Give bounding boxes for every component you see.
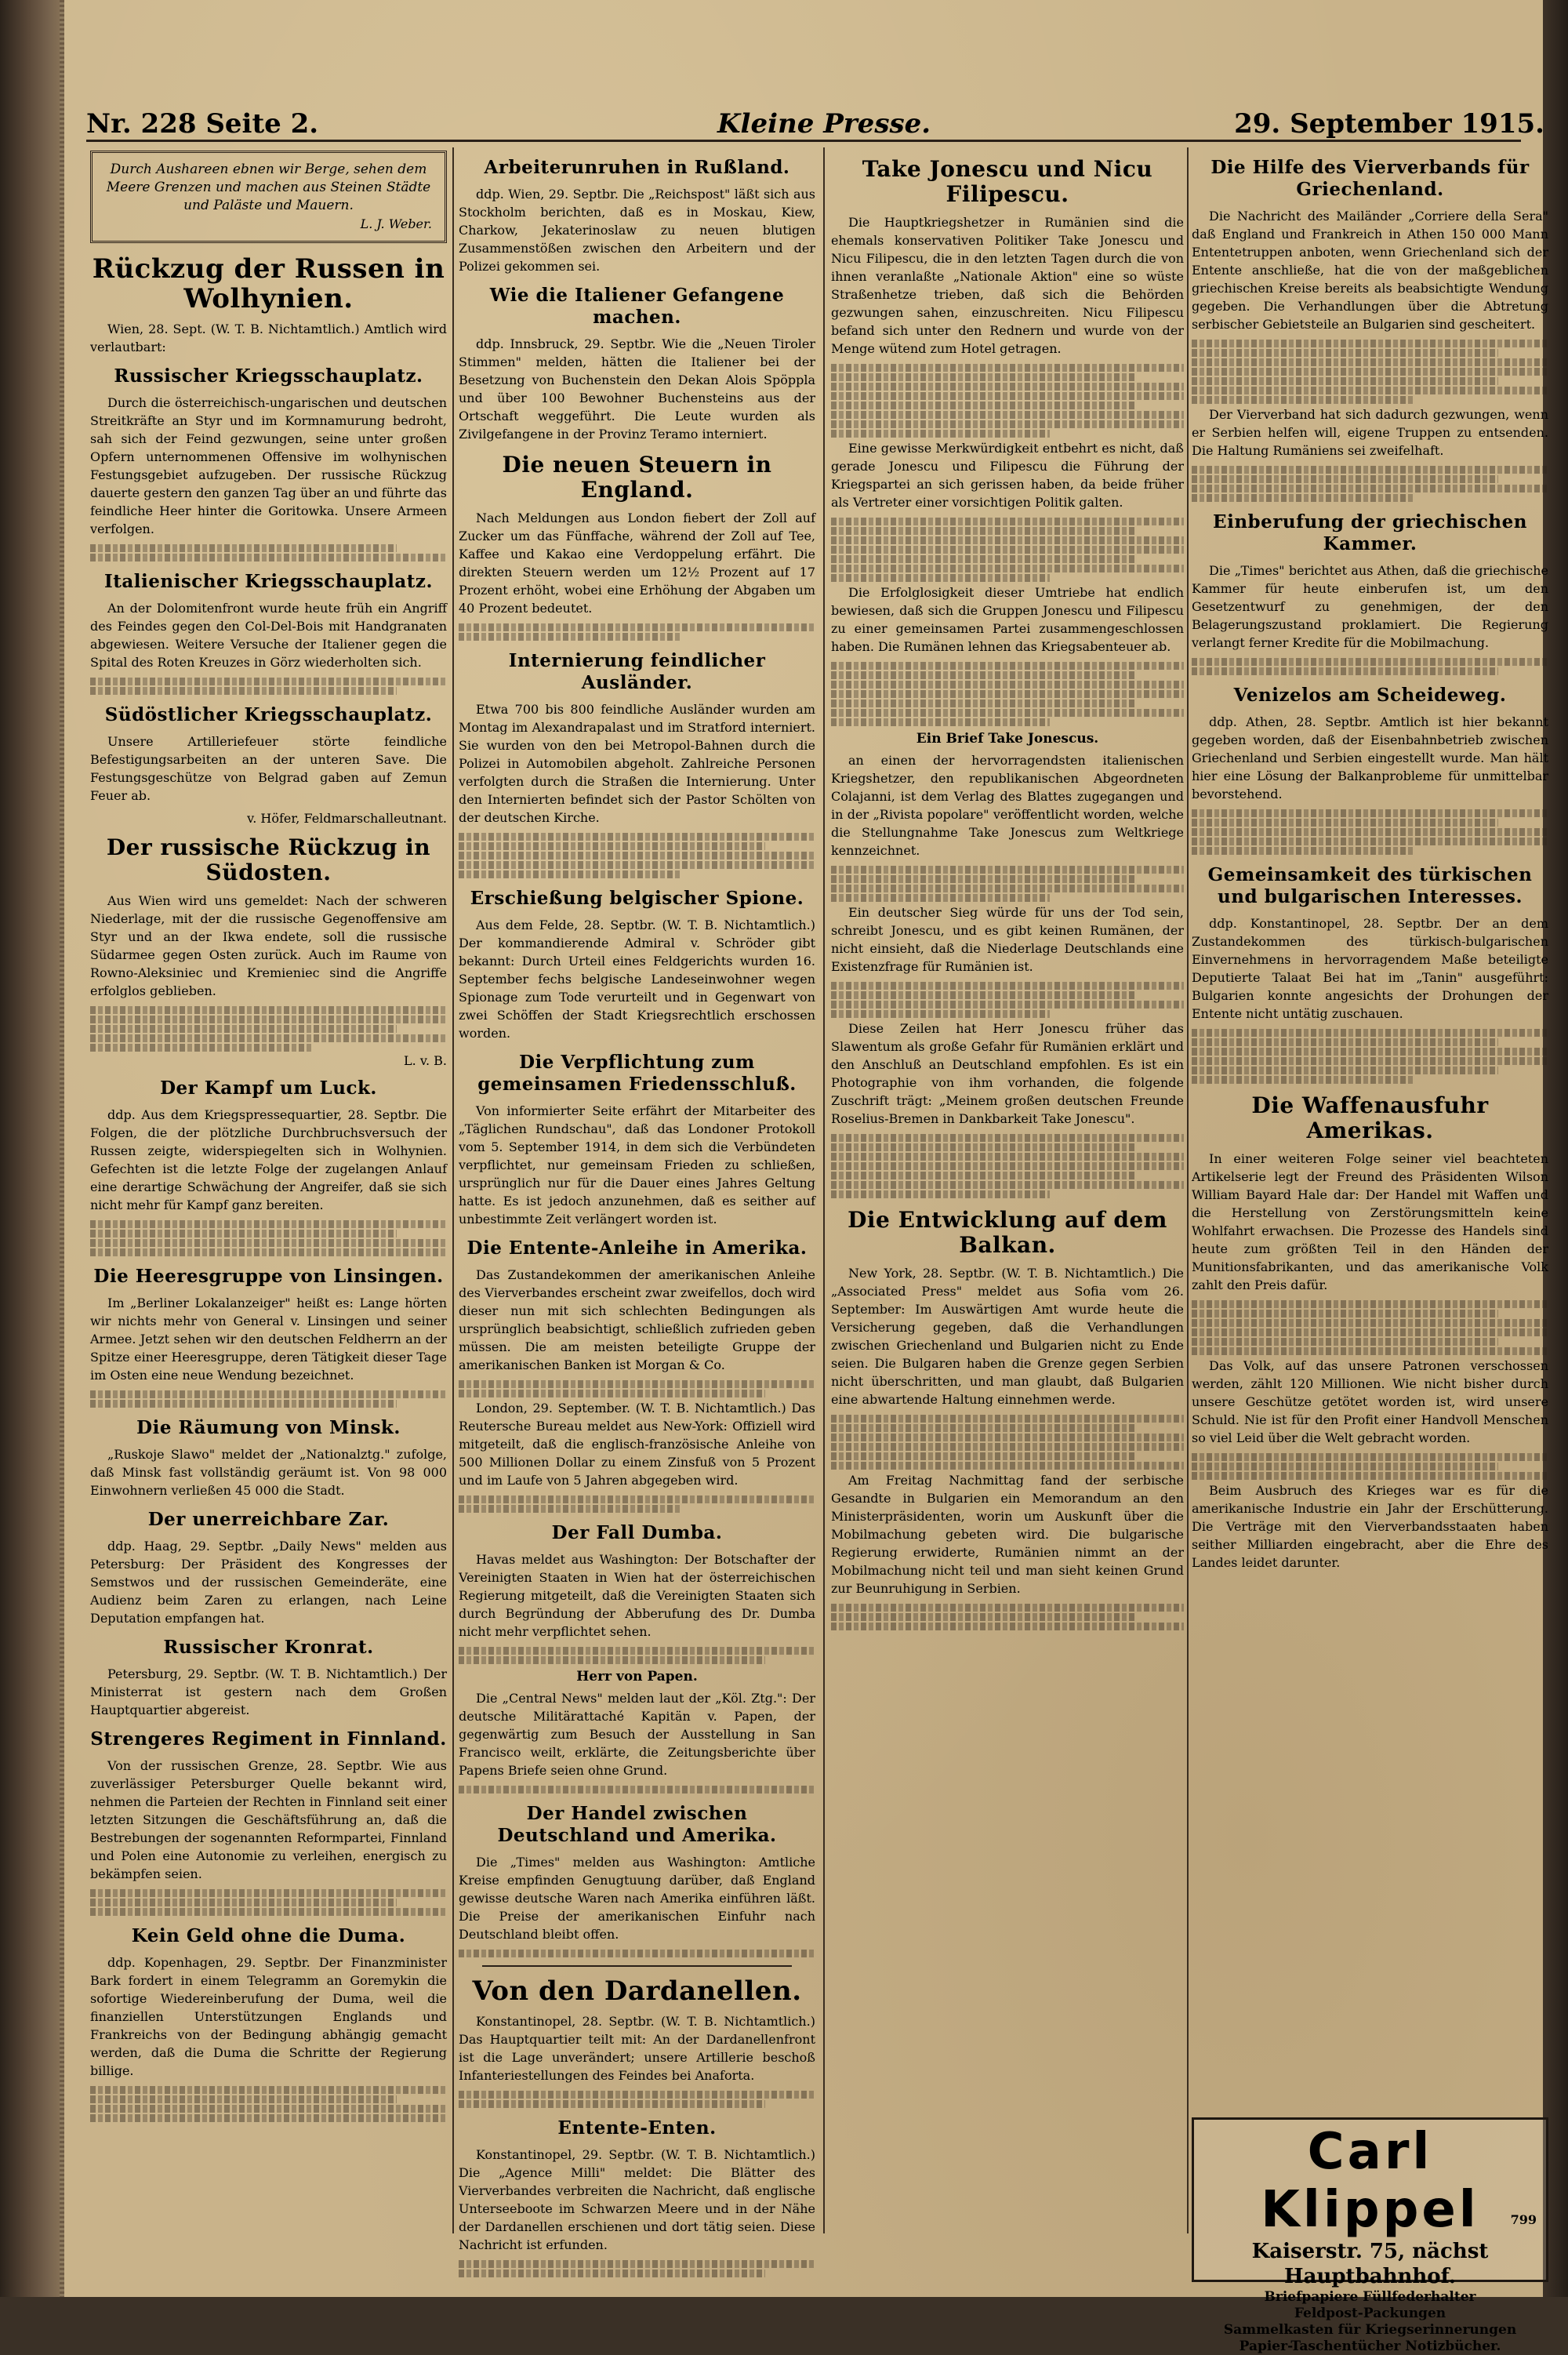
column-rule	[823, 147, 825, 2233]
subheading-papen: Herr von Papen.	[576, 1669, 698, 1684]
advertisement-carl-klippel	[1192, 2117, 1548, 2354]
text-line	[831, 364, 1184, 372]
article-text: ddp. Haag, 29. Septbr. „Daily News" melden aus Petersburg: Der Präsident des Kongresses der Semstwos und der russischen Gemeinderäte, eine Audienz beim Zaren zu erlangen, nach Leine Deputation empfangen hat.	[90, 1539, 447, 1626]
text-line	[90, 1025, 397, 1033]
text-line	[459, 870, 680, 878]
text-line	[459, 1505, 680, 1513]
text-line	[1192, 1038, 1498, 1046]
text-line	[831, 1162, 1184, 1170]
text-line	[831, 671, 1134, 679]
text-line	[459, 2270, 765, 2277]
article-text: ddp. Aus dem Kriegspressequartier, 28. Septbr. Die Folgen, die der plötzliche Durchbruchsversuch der Russen zeigte, widerspiegelten sich in Wolhynien. Gefechten ist die letzte Folge der zugelangen Anlauf eine derartige Schwächung der Angreifer, daß sie sich nicht mehr für Kampf ganz bereiten.	[90, 1107, 447, 1212]
text-line	[90, 1006, 447, 1014]
text-line	[831, 1172, 1134, 1179]
article-text: In einer weiteren Folge seiner viel beachteten Artikelserie legt der Freund des Präsidenten Wilson William Bayard Hale dar: Der Handel mit Waffen und die Herstellung von Zerstörungsmitteln keine Wohlfahrt erwachsen. Die Prozesse des Handels sind heute zum größten Teil in den Händen der Munitionsfabrikanten, und das amerikanische Volk zahlt den Preis dafür.	[1192, 1151, 1548, 1292]
article-text: Wien, 28. Sept. (W. T. B. Nichtamtlich.) Amtlich wird verlautbart:	[90, 322, 447, 354]
text-line	[831, 565, 1184, 572]
headline-southeast-front: Südöstlicher Kriegsschauplatz.	[104, 704, 433, 725]
article-text: Von der russischen Grenze, 28. Septbr. Wie aus zuverlässiger Petersburger Quelle bekannt wird, nehmen die Parteien der Rechten in Finnland seit einer letzten Sitzungen die Geschäftsführung an, daß die Bestrebungen der sogenannten Reformpartei, Finnland und Polen eine Autonomie zu verleihen, energisch zu bekämpfen seien.	[90, 1758, 447, 1881]
text-line	[831, 700, 1134, 707]
text-line	[831, 1153, 1184, 1161]
article-text: Beim Ausbruch des Krieges war es für die amerikanische Industrie ein Jahr der Erschütterung. Die Verträge mit den Vierverbandsstaaten haben seither Milliarden eingebracht, aber die Ehre des Landes leidet darunter.	[1192, 1483, 1548, 1570]
text-line	[831, 1452, 1134, 1460]
text-line	[90, 2114, 447, 2122]
column-1	[90, 147, 447, 2124]
headline-entente-enten: Entente-Enten.	[557, 2117, 717, 2139]
article-text: ddp. Innsbruck, 29. Septbr. Wie die „Neuen Tiroler Stimmen" melden, hätten die Italiener bei der Besetzung von Buchenstein den Dekan Alois Spöppla und über 100 Bewohner Buchensteins aus der Ortschaft weggeführt. Die Leute wurden als Zivilgefangene in der Provinz Teramo interniert.	[459, 336, 815, 442]
headline-internierung: Internierung feindlicher Ausländer.	[508, 650, 766, 693]
text-line	[90, 1889, 447, 1897]
article-text: Die „Times" melden aus Washington: Amtliche Kreise empfinden Genugtuung darüber, daß England gewisse deutsche Waren nach Amerika einführen läßt. Die Preise der amerikanischen Einfuhr nach Deutschland bleibt offen.	[459, 1855, 815, 1942]
subheading-brief: Ein Brief Take Jonescus.	[916, 731, 1099, 747]
headline-gefangene: Wie die Italiener Gefangene machen.	[489, 285, 785, 328]
text-line	[90, 1016, 447, 1023]
text-line	[1192, 340, 1548, 347]
article-text: „Ruskoje Slawo" meldet der „Nationalztg." zufolge, daß Minsk fast vollständig geräumt ist. Von 98 000 Einwohnern verließen 45 000 die Stadt.	[90, 1447, 447, 1498]
text-line	[90, 2095, 397, 2103]
text-line	[831, 885, 1184, 892]
headline-linsingen: Die Heeresgruppe von Linsingen.	[93, 1266, 444, 1287]
text-line	[1192, 1319, 1548, 1327]
text-line	[90, 1034, 447, 1042]
headline-minsk: Die Räumung von Minsk.	[136, 1417, 401, 1438]
text-line	[1192, 658, 1548, 666]
text-line	[831, 866, 1184, 874]
text-line	[459, 623, 815, 631]
article-text: Etwa 700 bis 800 feindliche Ausländer wurden am Montag im Alexandrapalast und im Stratford interniert. Sie wurden von den bei Metropol-Bahnen durch die Polizei in Automobilen abgeholt. Zahlreiche Personen verfolgten durch die Straßen die Internierung. Unter den Internierten befindet sich der Pastor Schölten von der deutschen Kirche.	[459, 702, 815, 825]
text-line	[90, 554, 447, 561]
text-line	[1192, 1048, 1548, 1056]
text-line	[1192, 809, 1548, 817]
text-line	[1192, 396, 1413, 404]
headline-arbeiterunruhen: Arbeiterunruhen in Rußland.	[484, 157, 790, 178]
headline-zar: Der unerreichbare Zar.	[147, 1509, 390, 1530]
text-line	[1192, 475, 1498, 483]
text-line	[1192, 1310, 1498, 1317]
headline-griechenland: Die Hilfe des Vierverbands für Griechenland.	[1210, 157, 1530, 200]
text-line	[831, 1462, 1184, 1470]
article-text: Das Zustandekommen der amerikanischen Anleihe des Vierverbandes erscheint zwar zweifellos, doch wird dieser nun mit sich schlechten Bedingungen als ursprünglich beabsichtigt, schließlich zufrieden geben müssen. Die am meisten beteiligte Gruppe der amerikanischen Banken ist Morgan & Co.	[459, 1267, 815, 1372]
text-line	[90, 1908, 447, 1916]
motto-box	[90, 151, 447, 243]
text-line	[459, 842, 765, 850]
article-text: An der Dolomitenfront wurde heute früh ein Angriff des Feindes gegen den Col-Del-Bois mit Handgranaten abgewiesen. Weitere Versuche der Italiener gegen die Spital des Roten Kreuzes in Görz wiederholten sich.	[90, 601, 447, 670]
text-line	[459, 1495, 815, 1503]
headline-kronrat: Russischer Kronrat.	[163, 1637, 374, 1658]
text-line	[459, 861, 815, 869]
headline-waffenausfuhr: Die Waffenausfuhr Amerikas.	[1251, 1092, 1489, 1143]
column-rule	[452, 147, 454, 2233]
article-text: Von informierter Seite erfährt der Mitarbeiter des „Täglichen Rundschau", daß das Londoner Protokoll vom 5. September 1914, in dem sich die Verbündeten verpflichtet, nur gemeinsam Frieden zu schließen, ursprünglich nur für die Dauer eines Jahres Geltung hatte. Es ist jedoch anzunehmen, daß es seither auf unbestimmte Zeit verlängert worden ist.	[459, 1103, 815, 1227]
article-signature: L. v. B.	[404, 1053, 447, 1068]
text-line	[1192, 1300, 1548, 1308]
text-line	[90, 1248, 447, 1256]
ad-address: Kaiserstr. 75, nächst Hauptbahnhof.	[1251, 2240, 1489, 2288]
text-line	[831, 430, 1050, 438]
text-line	[831, 1434, 1184, 1441]
text-line	[831, 1443, 1184, 1451]
text-line	[1192, 494, 1413, 502]
text-line	[459, 1380, 815, 1388]
text-line	[459, 633, 680, 641]
text-line	[1192, 819, 1498, 827]
text-line	[90, 1390, 447, 1398]
article-text: Im „Berliner Lokalanzeiger" heißt es: Lange hörten wir nichts mehr von General v. Linsingen und seiner Armee. Jetzt sehen wir den deutschen Feldherrn an der Spitze einer Heeresgruppe, deren Tätigkeit dieser Tage im Osten eine neue Wendung bezeichnet.	[90, 1296, 447, 1383]
text-line	[90, 1220, 447, 1228]
text-line	[831, 1415, 1184, 1423]
headline-wolhynien: Rückzug der Russen in Wolhynien.	[92, 253, 445, 314]
column-3	[831, 147, 1184, 1632]
book-spine	[0, 0, 64, 2297]
text-line	[459, 2100, 765, 2108]
text-line	[1192, 1029, 1548, 1037]
text-line	[831, 1143, 1134, 1151]
headline-russian-front: Russischer Kriegsschauplatz.	[114, 365, 423, 387]
headline-dumba: Der Fall Dumba.	[551, 1522, 723, 1543]
text-line	[459, 2260, 815, 2268]
text-line	[831, 518, 1184, 525]
text-line	[1192, 847, 1413, 855]
text-line	[459, 833, 815, 841]
text-line	[1192, 377, 1498, 385]
article-text: Die Hauptkriegshetzer in Rumänien sind die ehemals konservativen Politiker Take Jonescu und Nicu Filipescu, die in den letzten Tagen durch die von ihnen veranlaßte „Nationale Aktion" eine so wüste Straßenhetze trieben, daß sich die Behörden gezwungen sahen, einzuschreiten. Nicu Filipescu befand sich unter den Rednern und wurde von der Menge wütend zum Hotel getragen.	[831, 215, 1184, 356]
article-text: Am Freitag Nachmittag fand der serbische Gesandte in Bulgarien ein Memorandum an den Ministerpräsidenten, worin um Auskunft über die Mobilmachung gebeten wird. Die bulgarische Regierung erwiderte, Rumänien nimmt an der Mobilmachung nicht teil und man sieht keinen Grund zur Beunruhigung in Serbien.	[831, 1473, 1184, 1596]
article-text: Die Erfolglosigkeit dieser Umtriebe hat endlich bewiesen, daß sich die Gruppen Jonescu und Filipescu zu einer gemeinsamen Partei zusammengeschlossen haben. Die Rumänen lehnen das Kriegsabenteuer ab.	[831, 585, 1184, 654]
text-line	[831, 527, 1134, 535]
masthead-rule	[86, 140, 1521, 142]
text-line	[1192, 828, 1548, 836]
article-text: Die Nachricht des Mailänder „Corriere della Sera" daß England und Frankreich in Athen 150 000 Mann Ententetruppen anboten, wenn Griechenland sich der Entente anschließe, hat die von der maßgeblichen griechischen Kreise bereits als beabsichtigte Wendung gegeben. Die Verhandlungen über die Abtretung serbischer Gebietsteile an Bulgarien sind gescheitert.	[1192, 209, 1548, 332]
text-line	[1192, 485, 1548, 492]
text-line	[90, 1400, 397, 1408]
article-text: Petersburg, 29. Septbr. (W. T. B. Nichtamtlich.) Der Ministerrat ist gestern nach dem Großen Hauptquartier abgereist.	[90, 1666, 447, 1717]
headline-luck: Der Kampf um Luck.	[160, 1078, 377, 1099]
text-line	[459, 852, 815, 860]
issue-number: Nr. 228 Seite 2.	[86, 108, 319, 140]
text-line	[831, 894, 1050, 902]
text-line	[831, 383, 1184, 391]
text-line	[90, 2086, 447, 2094]
text-line	[90, 1239, 447, 1247]
article-text: Konstantinopel, 28. Septbr. (W. T. B. Nichtamtlich.) Das Hauptquartier teilt mit: An der Dardanellenfront ist die Lage unverändert; unsere Artillerie beschoß Infanteriestellungen des Feindes bei Anaforta.	[459, 2014, 815, 2083]
headline-tuerkei-bulgarien: Gemeinsamkeit des türkischen und bulgarischen Interesses.	[1207, 864, 1533, 907]
article-text: Diese Zeilen hat Herr Jonescu früher das Slawentum als große Gefahr für Rumänien erklärt und den Anschluß an Deutschland empfohlen. Es ist ein Photographie von ihm vorhanden, die folgende Zuschrift trägt: „Meinem großen deutschen Freunde Roselius-Bremen in Dankbarkeit Take Jonescu".	[831, 1021, 1184, 1126]
article-text: Havas meldet aus Washington: Der Botschafter der Vereinigten Staaten in Wien hat der österreichischen Regierung mitgeteilt, daß die Vereinigten Staaten sich durch Begründung der Abberufung des Dr. Dumba nicht mehr verpflichtet sehen.	[459, 1552, 815, 1639]
text-line	[1192, 1067, 1498, 1074]
text-line	[831, 991, 1134, 999]
masthead	[86, 108, 1544, 140]
text-line	[459, 2091, 815, 2099]
article-text: New York, 28. Septbr. (W. T. B. Nichtamtlich.) Die „Associated Press" meldet aus Sofia vom 26. September: Im Auswärtigen Amt wurde heute die Versicherung gegeben, daß die Verhandlungen zwischen Griechenland und Bulgarien nicht zu Ende seien. Die Bulgaren haben die Grenze gegen Serbien nicht überschritten, und man glaubt, daß Bulgarien eine abwartende Haltung einnehmen werde.	[831, 1266, 1184, 1407]
headline-italian-front: Italienischer Kriegsschauplatz.	[103, 571, 433, 592]
ad-company-name: Carl Klippel	[1261, 2123, 1479, 2239]
headline-venizelos: Venizelos am Scheideweg.	[1233, 685, 1507, 706]
text-line	[1192, 1347, 1548, 1355]
article-text: Das Volk, auf das unsere Patronen verschossen werden, zählt 120 Millionen. Wie nicht bisher durch unsere Geschütze getötet worden ist, wird unsere Schuld. Nie ist für den Profit einer Handvoll Menschen so viel Leid über die Welt gebracht worden.	[1192, 1358, 1548, 1445]
column-4	[1192, 147, 1548, 1578]
headline-handel: Der Handel zwischen Deutschland und Amerika.	[497, 1803, 777, 1846]
text-line	[1192, 368, 1548, 376]
text-line	[831, 546, 1184, 554]
text-line	[1192, 667, 1498, 675]
text-line	[1192, 466, 1548, 474]
text-line	[831, 420, 1184, 428]
headline-spione: Erschießung belgischer Spione.	[470, 888, 804, 909]
text-line	[831, 402, 1134, 409]
text-line	[831, 1001, 1184, 1009]
headline-kammer: Einberufung der griechischen Kammer.	[1213, 511, 1527, 554]
text-line	[90, 1230, 397, 1237]
article-text: Unsere Artilleriefeuer störte feindliche Befestigungsarbeiten an der unteren Save. Die Festungsgeschütze von Belgrad gaben auf Zemun Feuer ab.	[90, 734, 447, 803]
article-text: Aus dem Felde, 28. Septbr. (W. T. B. Nichtamtlich.) Der kommandierende Admiral v. Schröder gibt bekannt: Durch Urteil eines Feldgerichts wurden 16. September fechs belgische Landeseinwohner wegen Spionage zum Tode verurteilt und in Gegenwart von zwei Schöffen der Stadt Kriegsrechtlich erschossen worden.	[459, 918, 815, 1041]
article-text: Nach Meldungen aus London fiebert der Zoll auf Zucker um das Fünffache, während der Zoll auf Tee, Kaffee und Kakao eine Verdoppelung erfährt. Die direkten Steuern werden um 12½ Prozent auf 17 Prozent erhöht, wobei eine Erhöhung der Abgaben um 40 Prozent bedeutet.	[459, 511, 815, 616]
text-line	[459, 1656, 765, 1664]
text-line	[831, 1190, 1050, 1198]
article-text: an einen der hervorragendsten italienischen Kriegshetzer, den republikanischen Abgeordneten Colajanni, ist dem Verlag des Blattes zugegangen und in der „Rivista popolare" veröffentlicht worden, welche die Stellungnahme Take Jonescus zum Weltkriege kennzeichnet.	[831, 753, 1184, 858]
text-line	[459, 1950, 815, 1957]
article-text: Konstantinopel, 29. Septbr. (W. T. B. Nichtamtlich.) Die „Agence Milli" meldet: Die Blätter des Vierverbandes verbreiten die Nachricht, daß englische Unterseeboote im Schwarzen Meere und in der Nähe der Dardanellen erschienen und dort tätig seien. Diese Nachricht ist erfunden.	[459, 2147, 815, 2252]
text-line	[831, 662, 1184, 670]
text-line	[831, 1613, 1134, 1621]
article-text: ddp. Kopenhagen, 29. Septbr. Der Finanzminister Bark fordert in einem Telegramm an Goremykin die sofortige Wiedereinberufung der Duma, weil die finanziellen Unterstützungen Englands und Frankreichs von der Bedingung abhängig gemacht werden, daß die Duma die Schritte der Regierung billige.	[90, 1955, 447, 2078]
text-line	[831, 1181, 1184, 1189]
text-line	[831, 411, 1184, 419]
article-text: ddp. Wien, 29. Septbr. Die „Reichspost" läßt sich aus Stockholm berichten, daß es in Moskau, Kiew, Charkow, Jekaterinoslaw zu neuen blutigen Zusammenstößen zwischen den Arbeitern und der Polizei gekommen sei.	[459, 187, 815, 274]
article-text: Aus Wien wird uns gemeldet: Nach der schweren Niederlage, mit der die russische Gegenoffensive am Styr und an der Ikwa endete, soll die russische Südarmee gegen Osten zurück. Auch im Raume von Rowno-Aleksiniec und Kremieniec sind die Angriffe erfolglos geblieben.	[90, 893, 447, 998]
text-line	[831, 718, 1050, 726]
text-line	[1192, 1076, 1413, 1084]
text-line	[831, 1604, 1184, 1612]
text-line	[90, 544, 397, 552]
text-line	[831, 392, 1184, 400]
article-text: ddp. Konstantinopel, 28. Septbr. Der an dem Zustandekommen des türkisch-bulgarischen Einvernehmens in hervorragendem Maße beteiligte Deputierte Talaat Bei hat im „Tanin" ausgeführt: Bulgarien konnte angesichts der Drohungen der Entente nicht untätig zuschauen.	[1192, 916, 1548, 1021]
text-line	[831, 1134, 1184, 1142]
ad-reference-number: 799	[1510, 2212, 1537, 2227]
article-text: Die „Central News" melden laut der „Köl. Ztg.": Der deutsche Militärattaché Kapitän v. Papen, der gegenwärtig zum Besuch der Ausstellung in San Francisco weilt, erklärte, die Zeitungsberichte über Papens Briefe seien ohne Grund.	[459, 1691, 815, 1778]
headline-balkan: Die Entwicklung auf dem Balkan.	[848, 1207, 1167, 1258]
text-line	[90, 678, 447, 685]
ad-line: Briefpapiere Füllfederhalter	[1264, 2289, 1476, 2305]
text-line	[90, 1044, 311, 1052]
ad-line: Sammelkasten für Kriegserinnerungen	[1223, 2322, 1517, 2338]
text-line	[831, 1010, 1050, 1018]
column-rule	[1187, 147, 1189, 2233]
article-text: Ein deutscher Sieg würde für uns der Tod sein, schreibt Jonescu, und es gibt keinen Rumänen, der nicht einsieht, daß die Niederlage Deutschlands eine Existenzfrage für Rumänien ist.	[831, 905, 1184, 974]
text-line	[831, 709, 1184, 717]
text-line	[831, 690, 1184, 698]
article-text: Eine gewisse Merkwürdigkeit entbehrt es nicht, daß gerade Jonescu und Filipescu die Führung der Kriegspartei an sich gerissen haben, da beide früher als Vertreter einer vorsichtigen Politik galten.	[831, 441, 1184, 510]
text-line	[831, 555, 1134, 563]
headline-russian-retreat: Der russische Rückzug in Südosten.	[106, 834, 431, 885]
text-line	[831, 1623, 1184, 1630]
text-line	[1192, 1453, 1548, 1461]
issue-date: 29. September 1915.	[1234, 108, 1544, 140]
motto-author: L. J. Weber.	[360, 216, 432, 231]
text-line	[90, 1899, 397, 1906]
article-text: Durch die österreichisch-ungarischen und deutschen Streitkräfte an Styr und im Kormnamurung bedroht, sah sich der Feind gezwungen, seine unter großen Opfern unternommenen Offensive im wolhynischen Festungsgebiet aufzugeben. Der russische Rückzug dauerte gestern den ganzen Tag über an und führte das feindliche Heer hinter die Goritowka. Unsere Armeen verfolgen.	[90, 395, 447, 536]
article-text: Die „Times" berichtet aus Athen, daß die griechische Kammer für heute einberufen ist, um den Gesetzentwurf zu genehmigen, der den Belagerungszustand proklamiert. Die Regierung verlangt ferner Kredite für die Mobilmachung.	[1192, 563, 1548, 650]
text-line	[831, 681, 1184, 689]
headline-friedensschluss: Die Verpflichtung zum gemeinsamen Friedensschluß.	[477, 1052, 797, 1095]
text-line	[1192, 1057, 1548, 1065]
headline-duma: Kein Geld ohne die Duma.	[131, 1925, 406, 1946]
headline-steuern: Die neuen Steuern in England.	[502, 452, 772, 503]
text-line	[90, 2105, 447, 2113]
text-line	[1192, 1338, 1498, 1346]
ad-line: Papier-Taschentücher Notizbücher.	[1239, 2339, 1501, 2354]
text-line	[1192, 358, 1548, 366]
text-line	[831, 875, 1134, 883]
text-line	[90, 687, 397, 695]
section-divider	[482, 1965, 792, 1967]
motto-text: Durch Aushareen ebnen wir Berge, sehen dem Meere Grenzen und machen aus Steinen Städte und Paläste und Mauern.	[106, 162, 431, 213]
article-signature: v. Höfer, Feldmarschalleutnant.	[247, 811, 447, 826]
newspaper-title: Kleine Presse.	[717, 108, 931, 140]
text-line	[1192, 387, 1548, 394]
article-text: London, 29. September. (W. T. B. Nichtamtlich.) Das Reutersche Bureau meldet aus New-York: Offiziell wird mitgeteilt, daß die englisch-französische Anleihe von 500 Millionen Dollar zu einem Zinsfuß von 5 Prozent und im Laufe von 5 Jahren abgegeben wird.	[459, 1401, 815, 1488]
text-line	[459, 1786, 815, 1794]
text-line	[831, 574, 1050, 582]
headline-dardanellen: Von den Dardanellen.	[472, 1975, 802, 2007]
text-line	[831, 982, 1184, 990]
text-line	[459, 1647, 815, 1655]
text-line	[1192, 349, 1498, 357]
article-text: ddp. Athen, 28. Septbr. Amtlich ist hier bekannt gegeben worden, daß der Eisenbahnbetrieb zwischen Griechenland und Serbien eingestellt wurde. Man hält hier eine Lösung der Balkanprobleme für unmittelbar bevorstehend.	[1192, 714, 1548, 801]
text-line	[831, 1424, 1134, 1432]
text-line	[459, 1390, 765, 1397]
article-text: Der Vierverband hat sich dadurch gezwungen, wenn er Serbien helfen will, eigene Truppen zu entsenden. Die Haltung Rumäniens sei zweifelhaft.	[1192, 407, 1548, 458]
text-line	[1192, 1463, 1498, 1470]
headline-finnland: Strengeres Regiment in Finnland.	[90, 1728, 447, 1750]
headline-jonescu-filipescu: Take Jonescu und Nicu Filipescu.	[862, 156, 1153, 207]
column-2	[459, 147, 815, 2279]
headline-anleihe: Die Entente-Anleihe in Amerika.	[466, 1237, 808, 1259]
text-line	[831, 536, 1184, 544]
text-line	[1192, 1472, 1548, 1480]
ad-line: Feldpost-Packungen	[1294, 2306, 1446, 2321]
text-line	[1192, 1328, 1548, 1336]
text-line	[1192, 838, 1548, 845]
text-line	[831, 373, 1134, 381]
